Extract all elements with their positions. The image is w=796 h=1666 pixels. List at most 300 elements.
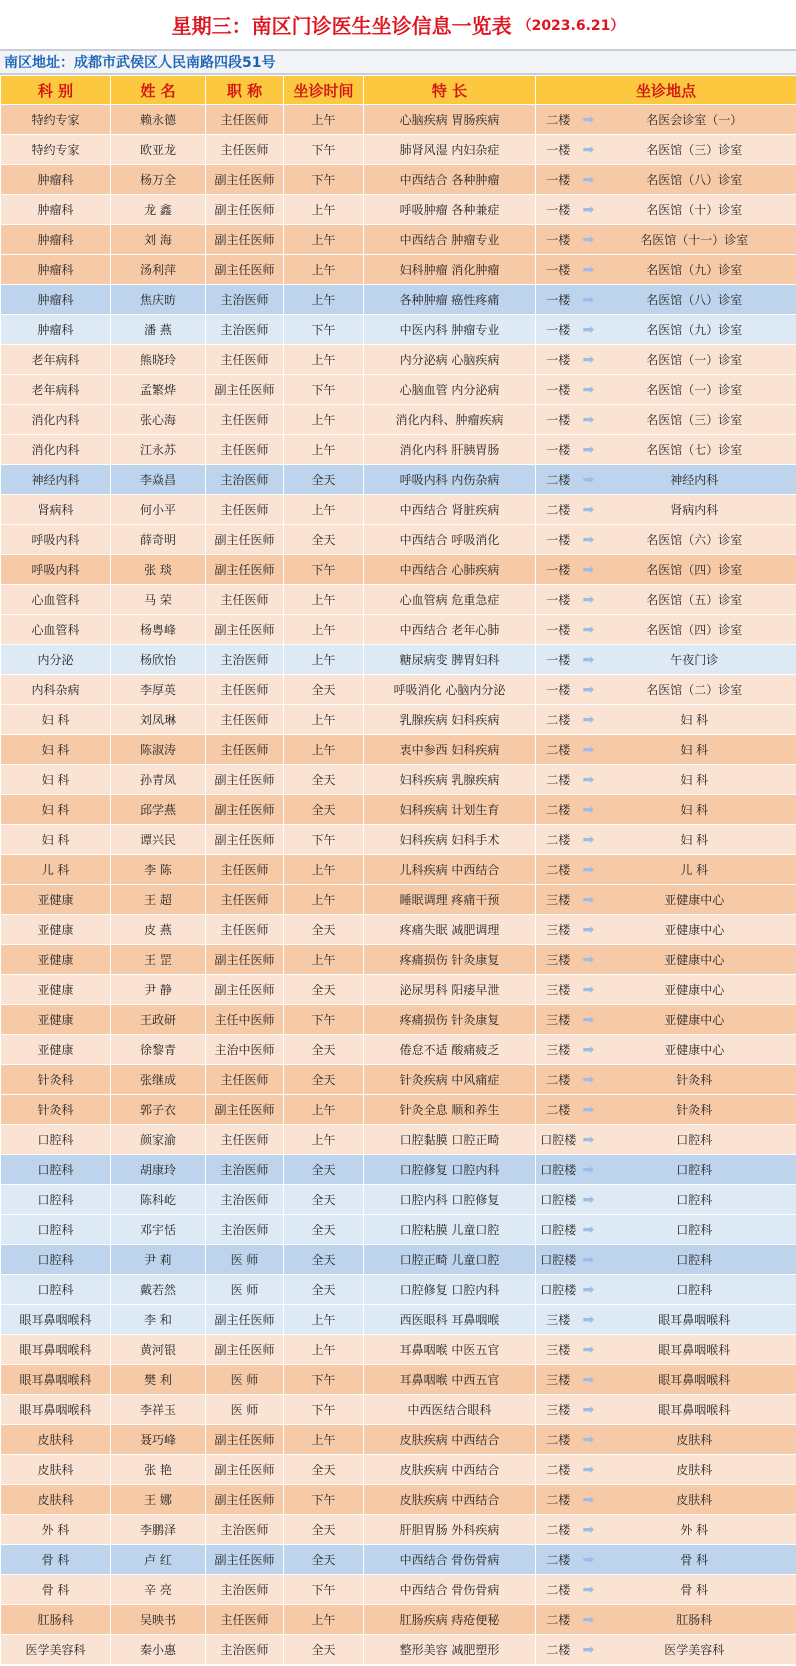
room-label: 妇 科 bbox=[680, 833, 709, 847]
cell-time: 全天 bbox=[284, 1185, 364, 1215]
cell-specialty: 口腔修复 口腔内科 bbox=[364, 1275, 536, 1305]
cell-specialty: 呼吸消化 心脑内分泌 bbox=[364, 675, 536, 705]
arrow-right-icon: ➡ bbox=[582, 231, 595, 248]
room-label: 口腔科 bbox=[676, 1253, 713, 1267]
room-label: 名医馆（八）诊室 bbox=[646, 173, 743, 187]
cell-title: 主治医师 bbox=[206, 645, 284, 675]
cell-specialty: 中西结合 肾脏疾病 bbox=[364, 495, 536, 525]
cell-floor: 一楼 bbox=[536, 405, 581, 435]
cell-specialty: 各种肿瘤 癌性疼痛 bbox=[364, 285, 536, 315]
cell-dept: 亚健康 bbox=[1, 885, 111, 915]
header-time: 坐诊时间 bbox=[284, 76, 364, 105]
cell-time: 上午 bbox=[284, 735, 364, 765]
cell-room bbox=[581, 1575, 796, 1605]
cell-floor: 三楼 bbox=[536, 1305, 581, 1335]
cell-name: 薛奇明 bbox=[111, 525, 206, 555]
cell-name: 焦庆昉 bbox=[111, 285, 206, 315]
cell-name: 刘 海 bbox=[111, 225, 206, 255]
room-label: 妇 科 bbox=[680, 803, 709, 817]
cell-specialty: 疼痛损伤 针灸康复 bbox=[364, 1005, 536, 1035]
header-dept: 科 别 bbox=[1, 76, 111, 105]
cell-time: 上午 bbox=[284, 1125, 364, 1155]
cell-specialty: 睡眠调理 疼痛干预 bbox=[364, 885, 536, 915]
cell-title: 副主任医师 bbox=[206, 1335, 284, 1365]
cell-dept: 老年病科 bbox=[1, 345, 111, 375]
table-row bbox=[1, 1605, 796, 1635]
cell-specialty: 肺肾风湿 内妇杂症 bbox=[364, 135, 536, 165]
cell-time: 上午 bbox=[284, 1095, 364, 1125]
cell-room bbox=[581, 915, 796, 945]
cell-room bbox=[581, 1275, 796, 1305]
table-row bbox=[1, 615, 796, 645]
cell-title: 主任医师 bbox=[206, 495, 284, 525]
cell-floor: 三楼 bbox=[536, 1365, 581, 1395]
room-label: 肛肠科 bbox=[676, 1613, 713, 1627]
cell-specialty: 心脑疾病 胃肠疾病 bbox=[364, 105, 536, 135]
cell-title: 副主任医师 bbox=[206, 1305, 284, 1335]
cell-name: 尹 莉 bbox=[111, 1245, 206, 1275]
room-label: 眼耳鼻咽喉科 bbox=[658, 1313, 731, 1327]
room-label: 口腔科 bbox=[676, 1283, 713, 1297]
cell-floor: 三楼 bbox=[536, 1335, 581, 1365]
cell-title: 医 师 bbox=[206, 1395, 284, 1425]
cell-title: 主任医师 bbox=[206, 885, 284, 915]
cell-dept: 医学美容科 bbox=[1, 1635, 111, 1665]
cell-dept: 妇 科 bbox=[1, 825, 111, 855]
cell-title: 副主任医师 bbox=[206, 555, 284, 585]
cell-dept: 内科杂病 bbox=[1, 675, 111, 705]
cell-dept: 骨 科 bbox=[1, 1575, 111, 1605]
cell-floor: 一楼 bbox=[536, 135, 581, 165]
cell-name: 李鹏泽 bbox=[111, 1515, 206, 1545]
cell-floor: 一楼 bbox=[536, 195, 581, 225]
arrow-right-icon: ➡ bbox=[582, 621, 595, 638]
cell-name: 徐黎青 bbox=[111, 1035, 206, 1065]
room-label: 口腔科 bbox=[676, 1163, 713, 1177]
room-label: 名医馆（九）诊室 bbox=[646, 263, 743, 277]
cell-floor: 一楼 bbox=[536, 615, 581, 645]
table-row bbox=[1, 255, 796, 285]
table-row bbox=[1, 735, 796, 765]
arrow-right-icon: ➡ bbox=[582, 1341, 595, 1358]
cell-name: 颜家渝 bbox=[111, 1125, 206, 1155]
arrow-right-icon: ➡ bbox=[582, 1101, 595, 1118]
room-label: 针灸科 bbox=[676, 1073, 713, 1087]
cell-dept: 妇 科 bbox=[1, 765, 111, 795]
cell-time: 上午 bbox=[284, 225, 364, 255]
cell-specialty: 消化内科、肿瘤疾病 bbox=[364, 405, 536, 435]
cell-specialty: 中西结合 肿瘤专业 bbox=[364, 225, 536, 255]
cell-floor: 一楼 bbox=[536, 645, 581, 675]
cell-specialty: 中西结合 老年心肺 bbox=[364, 615, 536, 645]
cell-floor: 口腔楼 bbox=[536, 1125, 581, 1155]
cell-room bbox=[581, 645, 796, 675]
cell-time: 下午 bbox=[284, 135, 364, 165]
cell-title: 主任医师 bbox=[206, 855, 284, 885]
table-row bbox=[1, 345, 796, 375]
cell-room bbox=[581, 405, 796, 435]
arrow-right-icon: ➡ bbox=[582, 1581, 595, 1598]
cell-title: 医 师 bbox=[206, 1365, 284, 1395]
arrow-right-icon: ➡ bbox=[582, 501, 595, 518]
cell-specialty: 口腔粘膜 儿童口腔 bbox=[364, 1215, 536, 1245]
room-label: 妇 科 bbox=[680, 773, 709, 787]
table-row bbox=[1, 375, 796, 405]
cell-floor: 二楼 bbox=[536, 465, 581, 495]
arrow-right-icon: ➡ bbox=[582, 1491, 595, 1508]
cell-floor: 二楼 bbox=[536, 1455, 581, 1485]
table-row bbox=[1, 645, 796, 675]
room-label: 口腔科 bbox=[676, 1223, 713, 1237]
cell-room bbox=[581, 525, 796, 555]
cell-specialty: 妇科疾病 妇科手术 bbox=[364, 825, 536, 855]
cell-specialty: 口腔内科 口腔修复 bbox=[364, 1185, 536, 1215]
table-row bbox=[1, 315, 796, 345]
cell-title: 主任医师 bbox=[206, 705, 284, 735]
title-text: 星期三：南区门诊医生坐诊信息一览表 bbox=[171, 14, 512, 38]
arrow-right-icon: ➡ bbox=[582, 1071, 595, 1088]
cell-time: 下午 bbox=[284, 165, 364, 195]
cell-specialty: 口腔正畸 儿童口腔 bbox=[364, 1245, 536, 1275]
cell-name: 欧亚龙 bbox=[111, 135, 206, 165]
cell-dept: 儿 科 bbox=[1, 855, 111, 885]
cell-time: 全天 bbox=[284, 465, 364, 495]
cell-time: 上午 bbox=[284, 435, 364, 465]
cell-specialty: 针灸全息 顺和养生 bbox=[364, 1095, 536, 1125]
arrow-right-icon: ➡ bbox=[582, 171, 595, 188]
cell-specialty: 衷中参西 妇科疾病 bbox=[364, 735, 536, 765]
cell-time: 上午 bbox=[284, 705, 364, 735]
cell-floor: 一楼 bbox=[536, 675, 581, 705]
cell-title: 副主任医师 bbox=[206, 165, 284, 195]
cell-room bbox=[581, 615, 796, 645]
cell-name: 王 娜 bbox=[111, 1485, 206, 1515]
cell-time: 上午 bbox=[284, 405, 364, 435]
cell-time: 上午 bbox=[284, 1425, 364, 1455]
arrow-right-icon: ➡ bbox=[582, 771, 595, 788]
room-label: 针灸科 bbox=[676, 1103, 713, 1117]
arrow-right-icon: ➡ bbox=[582, 651, 595, 668]
cell-floor: 三楼 bbox=[536, 915, 581, 945]
table-row bbox=[1, 1635, 796, 1665]
cell-title: 副主任医师 bbox=[206, 375, 284, 405]
arrow-right-icon: ➡ bbox=[582, 1221, 595, 1238]
cell-name: 汤利萍 bbox=[111, 255, 206, 285]
cell-room bbox=[581, 945, 796, 975]
cell-title: 主治中医师 bbox=[206, 1035, 284, 1065]
arrow-right-icon: ➡ bbox=[582, 981, 595, 998]
cell-floor: 一楼 bbox=[536, 435, 581, 465]
cell-title: 主治医师 bbox=[206, 1185, 284, 1215]
cell-specialty: 消化内科 肝胰胃肠 bbox=[364, 435, 536, 465]
table-row bbox=[1, 1335, 796, 1365]
cell-floor: 二楼 bbox=[536, 765, 581, 795]
cell-floor: 一楼 bbox=[536, 525, 581, 555]
cell-floor: 二楼 bbox=[536, 735, 581, 765]
room-label: 名医馆（十）诊室 bbox=[646, 203, 743, 217]
room-label: 名医馆（八）诊室 bbox=[646, 293, 743, 307]
cell-name: 吴映书 bbox=[111, 1605, 206, 1635]
cell-title: 主治医师 bbox=[206, 1575, 284, 1605]
cell-time: 全天 bbox=[284, 915, 364, 945]
cell-time: 上午 bbox=[284, 105, 364, 135]
cell-specialty: 皮肤疾病 中西结合 bbox=[364, 1455, 536, 1485]
cell-specialty: 呼吸肿瘤 各种兼症 bbox=[364, 195, 536, 225]
room-label: 名医馆（二）诊室 bbox=[646, 683, 743, 697]
title-date: （2023.6.21） bbox=[517, 17, 625, 34]
arrow-right-icon: ➡ bbox=[582, 321, 595, 338]
cell-name: 龙 鑫 bbox=[111, 195, 206, 225]
cell-title: 主任医师 bbox=[206, 435, 284, 465]
cell-time: 全天 bbox=[284, 1455, 364, 1485]
table-row bbox=[1, 825, 796, 855]
cell-room bbox=[581, 195, 796, 225]
arrow-right-icon: ➡ bbox=[582, 1191, 595, 1208]
cell-title: 副主任医师 bbox=[206, 1545, 284, 1575]
cell-title: 主治医师 bbox=[206, 1635, 284, 1665]
room-label: 名医馆（三）诊室 bbox=[646, 143, 743, 157]
room-label: 骨 科 bbox=[680, 1553, 709, 1567]
cell-room bbox=[581, 765, 796, 795]
cell-dept: 呼吸内科 bbox=[1, 525, 111, 555]
cell-name: 尹 静 bbox=[111, 975, 206, 1005]
cell-title: 副主任医师 bbox=[206, 1095, 284, 1125]
table-row bbox=[1, 1125, 796, 1155]
cell-floor: 二楼 bbox=[536, 105, 581, 135]
cell-time: 全天 bbox=[284, 525, 364, 555]
cell-time: 全天 bbox=[284, 1545, 364, 1575]
cell-floor: 口腔楼 bbox=[536, 1275, 581, 1305]
cell-time: 下午 bbox=[284, 825, 364, 855]
cell-floor: 一楼 bbox=[536, 375, 581, 405]
cell-floor: 三楼 bbox=[536, 1395, 581, 1425]
cell-title: 副主任医师 bbox=[206, 945, 284, 975]
room-label: 皮肤科 bbox=[676, 1433, 713, 1447]
cell-room bbox=[581, 135, 796, 165]
cell-room bbox=[581, 1635, 796, 1665]
arrow-right-icon: ➡ bbox=[582, 861, 595, 878]
cell-dept: 亚健康 bbox=[1, 915, 111, 945]
cell-floor: 二楼 bbox=[536, 1515, 581, 1545]
cell-dept: 呼吸内科 bbox=[1, 555, 111, 585]
table-row bbox=[1, 1455, 796, 1485]
cell-name: 李焱昌 bbox=[111, 465, 206, 495]
cell-floor: 一楼 bbox=[536, 225, 581, 255]
cell-name: 谭兴民 bbox=[111, 825, 206, 855]
cell-specialty: 呼吸内科 内伤杂病 bbox=[364, 465, 536, 495]
cell-room bbox=[581, 225, 796, 255]
cell-dept: 皮肤科 bbox=[1, 1455, 111, 1485]
table-row bbox=[1, 195, 796, 225]
cell-name: 杨欣怡 bbox=[111, 645, 206, 675]
room-label: 亚健康中心 bbox=[664, 1043, 725, 1057]
cell-name: 秦小惠 bbox=[111, 1635, 206, 1665]
table-row bbox=[1, 1185, 796, 1215]
table-row bbox=[1, 795, 796, 825]
table-row bbox=[1, 1005, 796, 1035]
cell-time: 上午 bbox=[284, 945, 364, 975]
cell-time: 全天 bbox=[284, 795, 364, 825]
cell-room bbox=[581, 825, 796, 855]
arrow-right-icon: ➡ bbox=[582, 1311, 595, 1328]
arrow-right-icon: ➡ bbox=[582, 891, 595, 908]
room-label: 名医馆（七）诊室 bbox=[646, 443, 743, 457]
cell-dept: 眼耳鼻咽喉科 bbox=[1, 1305, 111, 1335]
cell-name: 邓宇恬 bbox=[111, 1215, 206, 1245]
cell-time: 全天 bbox=[284, 1215, 364, 1245]
cell-floor: 三楼 bbox=[536, 975, 581, 1005]
cell-floor: 二楼 bbox=[536, 1605, 581, 1635]
cell-room bbox=[581, 1095, 796, 1125]
cell-time: 下午 bbox=[284, 1005, 364, 1035]
cell-room bbox=[581, 1185, 796, 1215]
cell-specialty: 中西结合 各种肿瘤 bbox=[364, 165, 536, 195]
cell-title: 主治医师 bbox=[206, 315, 284, 345]
cell-room bbox=[581, 555, 796, 585]
cell-title: 副主任医师 bbox=[206, 615, 284, 645]
arrow-right-icon: ➡ bbox=[582, 1431, 595, 1448]
room-label: 肾病内科 bbox=[670, 503, 719, 517]
cell-time: 下午 bbox=[284, 1575, 364, 1605]
arrow-right-icon: ➡ bbox=[582, 1281, 595, 1298]
cell-specialty: 口腔黏膜 口腔正畸 bbox=[364, 1125, 536, 1155]
cell-name: 张继成 bbox=[111, 1065, 206, 1095]
table-row bbox=[1, 405, 796, 435]
cell-time: 下午 bbox=[284, 1395, 364, 1425]
cell-name: 杨粤峰 bbox=[111, 615, 206, 645]
cell-room bbox=[581, 705, 796, 735]
arrow-right-icon: ➡ bbox=[582, 711, 595, 728]
cell-dept: 亚健康 bbox=[1, 975, 111, 1005]
header-specialty: 特 长 bbox=[364, 76, 536, 105]
table-row bbox=[1, 555, 796, 585]
arrow-right-icon: ➡ bbox=[582, 141, 595, 158]
cell-floor: 一楼 bbox=[536, 255, 581, 285]
cell-dept: 口腔科 bbox=[1, 1155, 111, 1185]
cell-floor: 一楼 bbox=[536, 315, 581, 345]
cell-specialty: 整形美容 减肥塑形 bbox=[364, 1635, 536, 1665]
cell-title: 主任医师 bbox=[206, 405, 284, 435]
cell-floor: 二楼 bbox=[536, 825, 581, 855]
cell-name: 李厚英 bbox=[111, 675, 206, 705]
cell-title: 主任医师 bbox=[206, 135, 284, 165]
table-row bbox=[1, 105, 796, 135]
arrow-right-icon: ➡ bbox=[582, 441, 595, 458]
cell-specialty: 妇科疾病 计划生育 bbox=[364, 795, 536, 825]
cell-room bbox=[581, 1485, 796, 1515]
cell-name: 聂巧峰 bbox=[111, 1425, 206, 1455]
cell-dept: 肿瘤科 bbox=[1, 165, 111, 195]
cell-floor: 二楼 bbox=[536, 1485, 581, 1515]
cell-room bbox=[581, 585, 796, 615]
cell-floor: 二楼 bbox=[536, 1545, 581, 1575]
cell-room bbox=[581, 315, 796, 345]
cell-title: 主任医师 bbox=[206, 345, 284, 375]
header-location: 坐诊地点 bbox=[536, 76, 796, 105]
cell-name: 辛 亮 bbox=[111, 1575, 206, 1605]
cell-dept: 肿瘤科 bbox=[1, 255, 111, 285]
arrow-right-icon: ➡ bbox=[582, 801, 595, 818]
arrow-right-icon: ➡ bbox=[582, 411, 595, 428]
room-label: 名医馆（一）诊室 bbox=[646, 383, 743, 397]
cell-time: 上午 bbox=[284, 1335, 364, 1365]
table-row bbox=[1, 525, 796, 555]
cell-room bbox=[581, 1365, 796, 1395]
room-label: 骨 科 bbox=[680, 1583, 709, 1597]
cell-time: 全天 bbox=[284, 1245, 364, 1275]
room-label: 亚健康中心 bbox=[664, 983, 725, 997]
cell-room bbox=[581, 1455, 796, 1485]
table-row bbox=[1, 705, 796, 735]
cell-room bbox=[581, 1425, 796, 1455]
cell-specialty: 倦怠不适 酸痛疲乏 bbox=[364, 1035, 536, 1065]
cell-specialty: 心血管病 危重急症 bbox=[364, 585, 536, 615]
cell-floor: 一楼 bbox=[536, 585, 581, 615]
cell-dept: 口腔科 bbox=[1, 1215, 111, 1245]
cell-room bbox=[581, 1335, 796, 1365]
cell-title: 主治医师 bbox=[206, 1215, 284, 1245]
cell-specialty: 泌尿男科 阳痿早泄 bbox=[364, 975, 536, 1005]
cell-specialty: 肛肠疾病 痔疮便秘 bbox=[364, 1605, 536, 1635]
cell-dept: 针灸科 bbox=[1, 1095, 111, 1125]
cell-name: 王 罡 bbox=[111, 945, 206, 975]
arrow-right-icon: ➡ bbox=[582, 111, 595, 128]
arrow-right-icon: ➡ bbox=[582, 831, 595, 848]
room-label: 医学美容科 bbox=[664, 1643, 725, 1657]
cell-time: 上午 bbox=[284, 585, 364, 615]
schedule-table bbox=[0, 75, 796, 1665]
table-row bbox=[1, 495, 796, 525]
cell-room bbox=[581, 495, 796, 525]
room-label: 眼耳鼻咽喉科 bbox=[658, 1343, 731, 1357]
cell-title: 主治医师 bbox=[206, 1155, 284, 1185]
cell-specialty: 妇科肿瘤 消化肿瘤 bbox=[364, 255, 536, 285]
cell-title: 副主任医师 bbox=[206, 765, 284, 795]
room-label: 亚健康中心 bbox=[664, 953, 725, 967]
arrow-right-icon: ➡ bbox=[582, 261, 595, 278]
room-label: 亚健康中心 bbox=[664, 923, 725, 937]
table-row bbox=[1, 1155, 796, 1185]
cell-room bbox=[581, 1125, 796, 1155]
cell-floor: 二楼 bbox=[536, 1065, 581, 1095]
cell-dept: 特约专家 bbox=[1, 135, 111, 165]
cell-time: 上午 bbox=[284, 195, 364, 225]
cell-title: 主任医师 bbox=[206, 105, 284, 135]
cell-dept: 特约专家 bbox=[1, 105, 111, 135]
cell-name: 胡康玲 bbox=[111, 1155, 206, 1185]
table-row bbox=[1, 585, 796, 615]
page-title bbox=[0, 0, 796, 49]
cell-specialty: 儿科疾病 中西结合 bbox=[364, 855, 536, 885]
cell-floor: 口腔楼 bbox=[536, 1245, 581, 1275]
cell-floor: 一楼 bbox=[536, 165, 581, 195]
cell-floor: 一楼 bbox=[536, 285, 581, 315]
table-row bbox=[1, 945, 796, 975]
cell-specialty: 耳鼻咽喉 中医五官 bbox=[364, 1335, 536, 1365]
cell-room bbox=[581, 435, 796, 465]
table-row bbox=[1, 855, 796, 885]
cell-time: 上午 bbox=[284, 345, 364, 375]
cell-dept: 亚健康 bbox=[1, 945, 111, 975]
cell-floor: 三楼 bbox=[536, 885, 581, 915]
cell-time: 全天 bbox=[284, 765, 364, 795]
cell-specialty: 疼痛失眠 减肥调理 bbox=[364, 915, 536, 945]
table-row bbox=[1, 675, 796, 705]
cell-name: 王政研 bbox=[111, 1005, 206, 1035]
cell-specialty: 心脑血管 内分泌病 bbox=[364, 375, 536, 405]
cell-time: 下午 bbox=[284, 375, 364, 405]
cell-name: 何小平 bbox=[111, 495, 206, 525]
